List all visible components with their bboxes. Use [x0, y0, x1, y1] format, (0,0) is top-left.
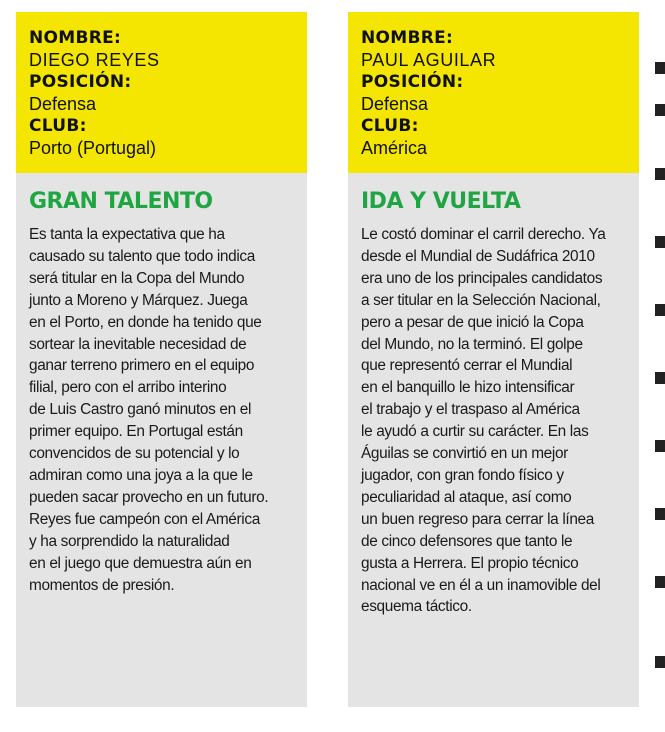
body-line: era uno de los principales candidatos: [361, 269, 603, 287]
body-line: convencidos de su potencial y lo: [29, 445, 240, 463]
edge-mark: [655, 236, 665, 248]
player-name: DIEGO REYES: [29, 50, 160, 70]
body-line: jugador, con gran fondo físico y: [361, 466, 564, 484]
body-line: le ayudó a curtir su carácter. En las: [361, 423, 589, 441]
edge-mark: [655, 304, 665, 316]
edge-mark: [655, 656, 665, 668]
edge-mark: [655, 440, 665, 452]
body-line: esquema táctico.: [361, 598, 472, 616]
player-info-header: [348, 12, 639, 173]
edge-mark: [655, 508, 665, 520]
article-body: [361, 224, 625, 618]
body-line: ganar terreno primero en el equipo: [29, 357, 255, 375]
player-club: América: [361, 138, 428, 158]
section-title: GRAN TALENTO: [29, 189, 213, 214]
body-line: sortear la inevitable necesidad de: [29, 335, 247, 353]
club-label: CLUB:: [29, 116, 87, 136]
body-line: en el Porto, en donde ha tenido que: [29, 313, 262, 331]
body-line: peculiaridad al ataque, así como: [361, 488, 572, 506]
player-card-aguilar: [348, 12, 639, 707]
player-info-header: [16, 12, 307, 173]
club-label: CLUB:: [361, 116, 419, 136]
body-line: nacional ve en él a un inamovible del: [361, 576, 601, 594]
posicion-label: POSICIÓN:: [361, 72, 464, 92]
body-line: Es tanta la expectativa que ha: [29, 226, 225, 243]
body-line: causado su talento que todo indica: [29, 247, 255, 265]
body-line: de cinco defensores que tanto le: [361, 532, 573, 550]
player-position: Defensa: [29, 94, 97, 114]
section-title: IDA Y VUELTA: [361, 189, 521, 214]
edge-mark: [655, 168, 665, 180]
article-body: [29, 224, 293, 596]
body-line: y ha sorprendido la naturalidad: [29, 532, 230, 550]
body-line: será titular en la Copa del Mundo: [29, 269, 245, 287]
body-line: admiran como una joya a la que le: [29, 466, 253, 484]
body-line: primer equipo. En Portugal están: [29, 423, 243, 441]
body-line: en el juego que demuestra aún en: [29, 554, 252, 572]
body-line: junto a Moreno y Márquez. Juega: [29, 291, 248, 309]
body-line: Le costó dominar el carril derecho. Ya: [361, 226, 606, 243]
body-line: pueden sacar provecho en un futuro.: [29, 488, 269, 506]
body-line: el trabajo y el traspaso al América: [361, 401, 580, 419]
body-line: en el banquillo le hizo intensificar: [361, 379, 575, 397]
player-name: PAUL AGUILAR: [361, 50, 497, 70]
player-card-reyes: [16, 12, 307, 707]
posicion-label: POSICIÓN:: [29, 72, 132, 92]
body-line: a ser titular en la Selección Nacional,: [361, 291, 601, 309]
body-line: Reyes fue campeón con el América: [29, 510, 260, 528]
body-line: del Mundo, no la terminó. El golpe: [361, 335, 583, 353]
body-line: que representó cerrar el Mundial: [361, 357, 573, 375]
edge-mark: [655, 104, 665, 116]
body-line: filial, pero con el arribo interino: [29, 379, 227, 397]
edge-mark: [655, 576, 665, 588]
body-line: momentos de presión.: [29, 576, 175, 594]
body-line: pero a pesar de que inició la Copa: [361, 313, 584, 331]
edge-mark: [655, 372, 665, 384]
body-line: un buen regreso para cerrar la línea: [361, 510, 594, 528]
body-line: Águilas se convirtió en un mejor: [361, 445, 568, 463]
body-line: gusta a Herrera. El propio técnico: [361, 554, 579, 572]
player-position: Defensa: [361, 94, 429, 114]
nombre-label: NOMBRE:: [29, 28, 122, 48]
nombre-label: NOMBRE:: [361, 28, 454, 48]
edge-mark: [655, 62, 665, 74]
body-line: desde el Mundial de Sudáfrica 2010: [361, 247, 595, 265]
body-line: de Luis Castro ganó minutos en el: [29, 401, 252, 419]
player-club: Porto (Portugal): [29, 138, 157, 158]
